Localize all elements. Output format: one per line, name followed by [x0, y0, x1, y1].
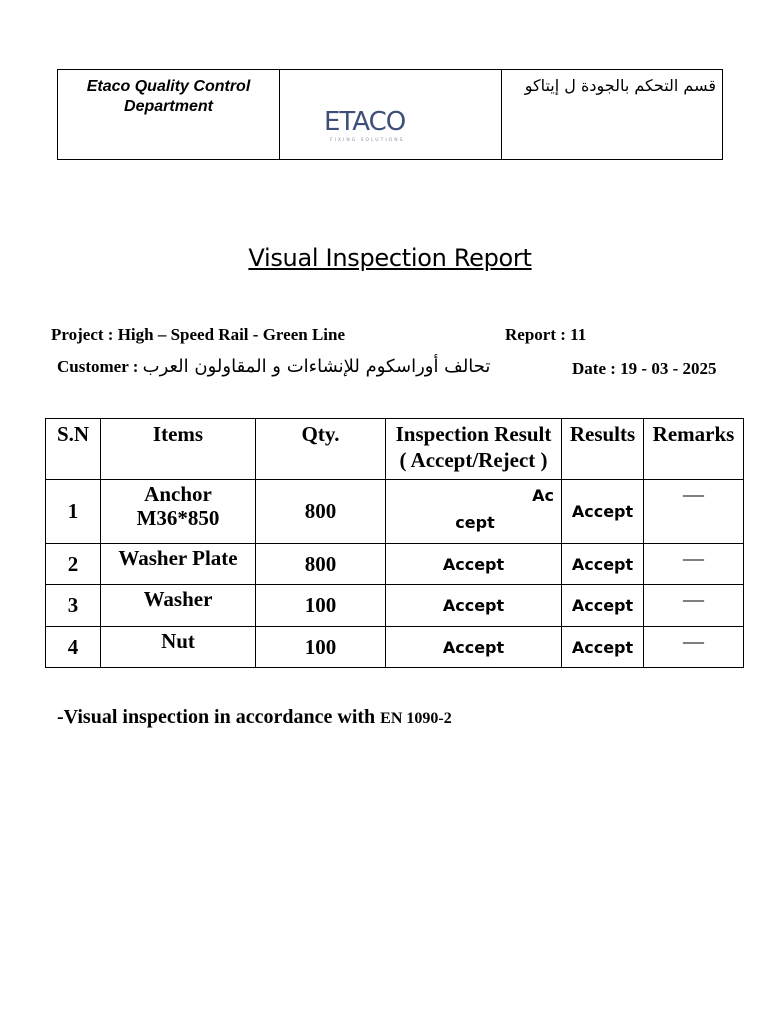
row-inspection-result: Accept: [386, 585, 562, 627]
row-result: Accept: [562, 585, 644, 627]
row-item: [101, 480, 256, 544]
department-name-arabic: قسم التحكم بالجودة ل إيتاكو: [524, 76, 716, 95]
header-table: [57, 69, 723, 160]
header-inspection-line1: Inspection Result: [395, 422, 552, 446]
header-qty: Qty.: [256, 419, 386, 480]
header-inspection-result: [386, 419, 562, 480]
row-sn: 1: [46, 480, 101, 544]
row-sn: 2: [46, 544, 101, 585]
row-result: Accept: [562, 480, 644, 544]
row-item: Washer: [101, 585, 256, 627]
logo-text: ETACO: [324, 107, 406, 137]
project-label: Project :: [51, 325, 114, 344]
report-title: Visual Inspection Report: [248, 244, 532, 272]
row-qty: 800: [256, 544, 386, 585]
table-row: [46, 627, 744, 668]
report-label: Report :: [505, 325, 566, 344]
row-item-line2: M36*850: [136, 506, 220, 530]
table-row: [46, 544, 744, 585]
header-sn: S.N: [46, 419, 101, 480]
header-results: Results: [562, 419, 644, 480]
row-item-line1: Anchor: [144, 482, 212, 506]
row-sn: 3: [46, 585, 101, 627]
etaco-logo: [324, 106, 436, 142]
department-name-english: Etaco Quality Control Department: [86, 78, 251, 115]
row-inspection-part1: Ac: [532, 486, 554, 505]
report-value: 11: [570, 325, 587, 344]
row-inspection-part2: cept: [455, 513, 495, 532]
date-line: [572, 359, 716, 379]
customer-value: تحالف أوراسكوم للإنشاءات و المقاولون العرب: [142, 356, 491, 377]
row-qty: 800: [256, 480, 386, 544]
date-label: Date :: [572, 359, 616, 378]
row-qty: 100: [256, 585, 386, 627]
header-items: Items: [101, 419, 256, 480]
header-cell-logo: [280, 70, 502, 160]
date-value: 19 - 03 - 2025: [620, 359, 717, 378]
report-line: [505, 325, 586, 345]
row-remarks: —: [644, 544, 744, 585]
header-cell-arabic: [502, 70, 723, 160]
header-cell-english: [58, 70, 280, 160]
row-item: Nut: [101, 627, 256, 668]
row-sn: 4: [46, 627, 101, 668]
row-result: Accept: [562, 544, 644, 585]
table-header-row: [46, 419, 744, 480]
row-result: Accept: [562, 627, 644, 668]
table-row: [46, 585, 744, 627]
row-item: Washer Plate: [101, 544, 256, 585]
footer-standard: EN 1090-2: [380, 710, 452, 727]
row-remarks: —: [644, 480, 744, 544]
logo-tagline: FIXING SOLUTIONS: [330, 138, 405, 142]
customer-line: [57, 356, 490, 377]
footer-note-text: -Visual inspection in accordance with: [57, 706, 376, 728]
inspection-table: [45, 418, 744, 668]
row-inspection-result: Accept: [386, 627, 562, 668]
project-value: High – Speed Rail - Green Line: [117, 325, 346, 344]
row-inspection-result: [386, 480, 562, 544]
footer-note: [57, 706, 452, 729]
header-remarks: Remarks: [644, 419, 744, 480]
row-inspection-result: Accept: [386, 544, 562, 585]
project-line: [51, 325, 345, 345]
header-inspection-line2: ( Accept/Reject ): [399, 448, 548, 472]
row-remarks: —: [644, 627, 744, 668]
row-remarks: —: [644, 585, 744, 627]
table-row: [46, 480, 744, 544]
row-qty: 100: [256, 627, 386, 668]
customer-label: Customer :: [57, 357, 139, 376]
